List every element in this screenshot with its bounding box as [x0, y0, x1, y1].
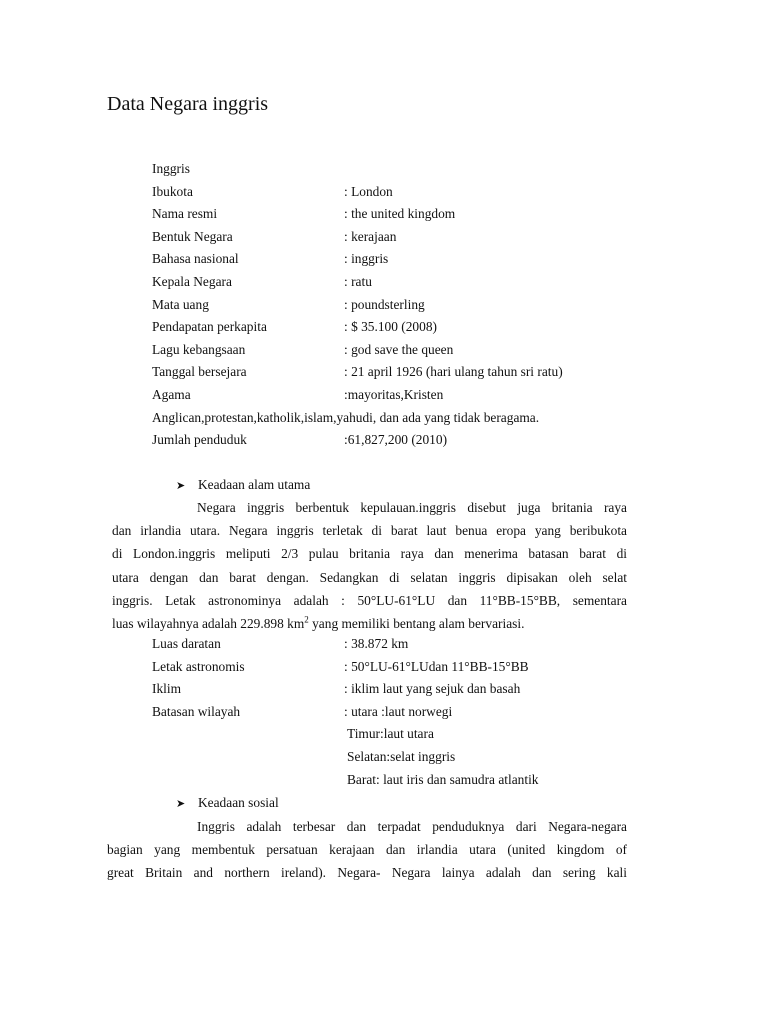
geo-row-batasan-selatan — [152, 746, 672, 769]
info-key: Agama — [152, 386, 191, 402]
paragraph-alam — [107, 496, 627, 635]
info-value: :mayoritas,Kristen — [344, 386, 444, 402]
section-heading-text: Keadaan sosial — [198, 795, 279, 810]
info-key: Bahasa nasional — [152, 251, 239, 267]
paragraph-line: dan irlandia utara. Negara inggris terletak di barat laut benua eropa yang beribukota — [112, 523, 627, 539]
paragraph-line: Inggris adalah terbesar dan terpadat penduduknya dari Negara-negara — [197, 819, 627, 834]
info-value: Barat: laut iris dan samudra atlantik — [347, 771, 539, 787]
paragraph-line: utara dengan dan barat dengan. Sedangkan di selatan inggris dipisakan oleh selat — [112, 569, 627, 585]
info-key: Lagu kebangsaan — [152, 341, 246, 357]
paragraph-line: bagian yang membentuk persatuan kerajaan dan irlandia utara (united kingdom of — [107, 842, 627, 858]
arrow-bullet-icon: ➤ — [176, 479, 186, 492]
info-value: : 50°LU-61°LUdan 11°BB-15°BB — [344, 658, 529, 674]
info-value: : inggris — [344, 251, 389, 267]
info-row-nama-resmi — [152, 203, 672, 226]
info-value: : utara :laut norwegi — [344, 703, 453, 719]
info-value: : 38.872 km — [344, 636, 409, 651]
document-title: Data Negara inggris — [107, 93, 269, 115]
paragraph-line — [107, 612, 627, 635]
info-value: : god save the queen — [344, 341, 454, 357]
info-value: : 21 april 1926 (hari ulang tahun sri ratu) — [344, 364, 563, 380]
paragraph-line: di London.inggris meliputi 2/3 pulau britania raya dan menerima batasan barat di — [112, 546, 627, 562]
geo-row-batasan-barat — [152, 769, 672, 792]
info-value: : London — [344, 183, 393, 199]
info-row-agama — [152, 384, 672, 407]
info-key: Kepala Negara — [152, 273, 232, 289]
info-key: Pendapatan perkapita — [152, 319, 267, 335]
arrow-bullet-icon: ➤ — [176, 797, 186, 810]
info-row-mata-uang — [152, 294, 672, 317]
info-value: Selatan:selat inggris — [347, 748, 456, 764]
paragraph-line: Negara inggris berbentuk kepulauan.inggris disebut juga britania raya — [197, 500, 627, 515]
info-heading-row — [152, 158, 672, 181]
info-key: Letak astronomis — [152, 658, 245, 674]
info-row-bentuk-negara — [152, 226, 672, 249]
geo-row-batasan — [152, 701, 672, 724]
info-row-agama-cont — [152, 407, 672, 430]
info-value: : iklim laut yang sejuk dan basah — [344, 681, 521, 697]
info-row-kepala-negara — [152, 271, 672, 294]
geo-row-luas — [152, 633, 672, 656]
superscript: 2 — [304, 614, 309, 625]
info-value: : ratu — [344, 273, 372, 289]
info-value: :61,827,200 (2010) — [344, 432, 448, 448]
info-value: : the united kingdom — [344, 206, 456, 222]
section-heading-alam — [176, 474, 310, 497]
info-key: Bentuk Negara — [152, 228, 233, 244]
info-row-tanggal — [152, 361, 672, 384]
info-row-jumlah — [152, 429, 672, 452]
paragraph-line: inggris. Letak astronominya adalah : 50°LU-61°LU dan 11°BB-15°BB, sementara — [112, 592, 627, 608]
paragraph-sosial — [107, 815, 627, 885]
info-key: Nama resmi — [152, 206, 218, 222]
info-row-lagu — [152, 339, 672, 362]
info-row-pendapatan — [152, 316, 672, 339]
info-value: : $ 35.100 (2008) — [344, 319, 437, 335]
geo-info-table — [152, 633, 672, 791]
info-row-ibukota — [152, 181, 672, 204]
info-key: Luas daratan — [152, 636, 221, 651]
info-key: Iklim — [152, 681, 182, 697]
geo-row-letak — [152, 656, 672, 679]
section-heading-text: Keadaan alam utama — [198, 477, 311, 492]
info-key: Jumlah penduduk — [152, 432, 247, 448]
info-key: Tanggal bersejara — [152, 364, 247, 380]
info-row-bahasa-nasional — [152, 248, 672, 271]
section-heading-sosial — [176, 792, 279, 815]
info-value: : poundsterling — [344, 296, 425, 312]
geo-row-batasan-timur — [152, 723, 672, 746]
info-value: : kerajaan — [344, 228, 397, 244]
paragraph-line: great Britain and northern ireland). Negara- Negara lainya adalah dan sering kali — [107, 865, 627, 881]
info-key: Mata uang — [152, 296, 209, 312]
info-value: Anglican,protestan,katholik,islam,yahudi, dan ada yang tidak beragama. — [152, 409, 540, 425]
country-info-table — [152, 158, 672, 452]
geo-row-iklim — [152, 678, 672, 701]
info-key: Batasan wilayah — [152, 703, 241, 719]
info-key: Ibukota — [152, 183, 193, 199]
info-value: Timur:laut utara — [347, 726, 434, 742]
paragraph-text: luas wilayahnya adalah 229.898 km — [112, 615, 305, 631]
info-heading: Inggris — [152, 161, 190, 176]
paragraph-text: yang memiliki bentang alam bervariasi. — [308, 615, 525, 631]
